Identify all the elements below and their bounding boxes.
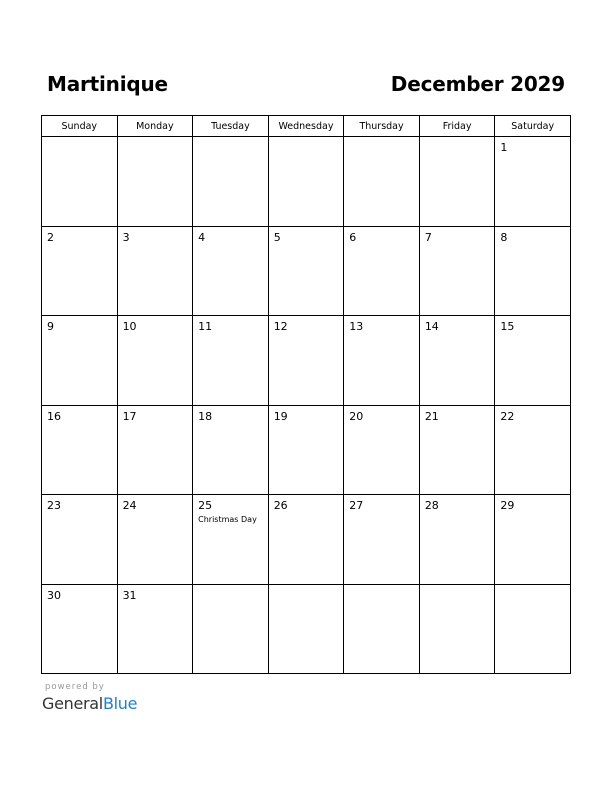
day-number: 11 [198, 320, 213, 333]
weekday-monday: Monday [117, 116, 193, 137]
day-cell [268, 584, 344, 674]
weekday-tuesday: Tuesday [193, 116, 269, 137]
day-number: 10 [122, 320, 137, 333]
day-cell [42, 495, 118, 585]
day-cell [268, 495, 344, 585]
week-row [42, 316, 571, 406]
day-cell [495, 495, 571, 585]
weekday-saturday: Saturday [495, 116, 571, 137]
day-cell [117, 584, 193, 674]
day-cell [117, 137, 193, 227]
region-title: Martinique [47, 72, 168, 96]
day-cell [495, 584, 571, 674]
day-cell [495, 405, 571, 495]
day-cell [193, 316, 269, 406]
day-number: 22 [500, 409, 515, 423]
day-cell [268, 316, 344, 406]
day-cell [495, 226, 571, 316]
day-cell [193, 584, 269, 674]
calendar-grid [41, 115, 571, 674]
day-number: 9 [47, 320, 54, 333]
week-row [42, 405, 571, 495]
day-number: 26 [273, 499, 288, 512]
day-cell [419, 584, 495, 674]
day-number: 18 [198, 409, 213, 423]
week-row [42, 584, 571, 674]
day-cell [344, 137, 420, 227]
day-cell [42, 316, 118, 406]
day-cell [193, 137, 269, 227]
weekday-sunday: Sunday [42, 116, 118, 137]
day-number: 29 [500, 499, 515, 512]
day-cell [268, 226, 344, 316]
day-number: 30 [47, 588, 61, 602]
day-number: 23 [47, 499, 61, 512]
day-cell [193, 495, 269, 585]
weekday-friday: Friday [419, 116, 495, 137]
day-number: 8 [500, 230, 508, 244]
weekday-wednesday: Wednesday [268, 116, 344, 137]
day-number: 14 [424, 320, 439, 333]
day-cell [117, 495, 193, 585]
day-cell [117, 226, 193, 316]
day-cell [495, 316, 571, 406]
day-cell [42, 137, 118, 227]
brand-logo[interactable] [42, 694, 137, 714]
day-cell [268, 405, 344, 495]
day-number: 27 [349, 499, 364, 512]
weekday-thursday: Thursday [344, 116, 420, 137]
day-cell [344, 316, 420, 406]
day-number: 7 [424, 230, 432, 244]
brand-name-general: General [42, 694, 103, 713]
day-number: 31 [122, 588, 137, 602]
day-number: 12 [273, 320, 288, 333]
day-cell [117, 316, 193, 406]
weekday-header-row [42, 116, 571, 137]
day-cell [42, 405, 118, 495]
day-number: 16 [47, 409, 61, 423]
day-number: 17 [122, 409, 137, 423]
day-number: 15 [500, 320, 515, 333]
day-cell [193, 226, 269, 316]
holiday-label: Christmas Day [198, 515, 257, 524]
brand-name-blue: Blue [102, 694, 138, 713]
day-number: 3 [122, 230, 130, 244]
day-number: 4 [198, 230, 206, 244]
day-cell [419, 495, 495, 585]
powered-by-text: powered by [45, 682, 105, 692]
day-cell [117, 405, 193, 495]
day-number: 24 [122, 499, 137, 512]
day-number: 5 [273, 230, 281, 244]
day-cell [268, 137, 344, 227]
day-cell [419, 316, 495, 406]
day-cell [193, 405, 269, 495]
day-number: 2 [47, 230, 54, 244]
day-cell [344, 226, 420, 316]
day-cell [419, 137, 495, 227]
day-number: 13 [349, 320, 364, 333]
calendar-header [47, 70, 565, 98]
day-cell [344, 584, 420, 674]
month-year-title: December 2029 [390, 72, 565, 96]
footer-branding[interactable] [42, 681, 137, 714]
day-number: 6 [349, 230, 357, 244]
week-row [42, 495, 571, 585]
day-number: 28 [424, 499, 439, 512]
day-cell [344, 405, 420, 495]
day-number: 25 [198, 499, 213, 512]
day-cell [42, 226, 118, 316]
day-cell [344, 495, 420, 585]
day-cell [419, 226, 495, 316]
week-row [42, 226, 571, 316]
day-cell [495, 137, 571, 227]
day-cell [42, 584, 118, 674]
day-number: 1 [500, 141, 508, 154]
week-row [42, 137, 571, 227]
day-cell [419, 405, 495, 495]
day-number: 19 [273, 409, 288, 423]
day-number: 21 [424, 409, 439, 423]
day-number: 20 [349, 409, 364, 423]
